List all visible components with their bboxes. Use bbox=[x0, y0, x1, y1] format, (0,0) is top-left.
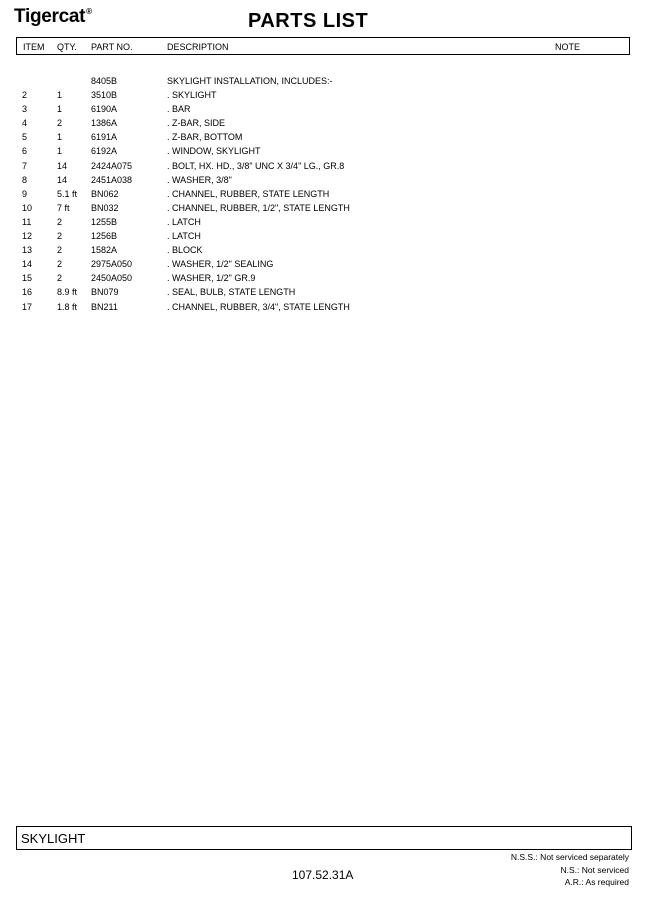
registered-mark: ® bbox=[86, 7, 92, 16]
qty-cell: 1 bbox=[57, 132, 63, 143]
page-title: PARTS LIST bbox=[248, 10, 369, 32]
table-row bbox=[0, 189, 648, 203]
table-row bbox=[0, 118, 648, 132]
item-cell: 6 bbox=[22, 146, 28, 157]
description-cell: . CHANNEL, RUBBER, 1/2", STATE LENGTH bbox=[167, 202, 350, 213]
item-cell: 11 bbox=[22, 216, 32, 227]
item-cell: 2 bbox=[22, 90, 28, 101]
table-row bbox=[0, 175, 648, 189]
qty-cell: 1 bbox=[57, 104, 63, 115]
qty-cell: 14 bbox=[57, 174, 68, 185]
qty-cell: 5.1 ft bbox=[57, 188, 78, 199]
table-row bbox=[0, 146, 648, 160]
qty-cell: 2 bbox=[57, 273, 63, 284]
column-header-note: NOTE bbox=[555, 42, 581, 52]
qty-cell: 2 bbox=[57, 259, 63, 270]
brand-name: Tigercat bbox=[14, 6, 86, 27]
part-number-cell: 1582A bbox=[91, 245, 118, 256]
part-number-cell: 1256B bbox=[91, 231, 118, 242]
part-number-cell: 2424A075 bbox=[91, 160, 133, 171]
table-header bbox=[16, 37, 630, 55]
table-row bbox=[0, 104, 648, 118]
part-number-cell: BN062 bbox=[91, 188, 119, 199]
item-cell: 7 bbox=[22, 160, 28, 171]
qty-cell: 2 bbox=[57, 216, 63, 227]
qty-cell: 1 bbox=[57, 90, 63, 101]
description-cell: . Z-BAR, SIDE bbox=[167, 118, 226, 129]
table-row bbox=[0, 245, 648, 259]
legend-item: N.S.S.: Not serviced separately bbox=[510, 852, 629, 862]
part-number-cell: 3510B bbox=[91, 90, 118, 101]
qty-cell: 7 ft bbox=[57, 202, 70, 213]
document-number: 107.52.31A bbox=[292, 868, 354, 882]
part-number-cell: 6192A bbox=[91, 146, 118, 157]
item-cell: 16 bbox=[22, 287, 33, 298]
table-row bbox=[0, 217, 648, 231]
part-number-cell: BN032 bbox=[91, 202, 119, 213]
description-cell: . LATCH bbox=[167, 231, 201, 242]
description-cell: . WASHER, 1/2" SEALING bbox=[167, 259, 274, 270]
table-row bbox=[0, 161, 648, 175]
legend-item: A.R.: As required bbox=[564, 877, 629, 887]
description-cell: . CHANNEL, RUBBER, STATE LENGTH bbox=[167, 188, 330, 199]
description-cell: . WASHER, 3/8" bbox=[167, 174, 232, 185]
table-row bbox=[0, 231, 648, 245]
description-cell: . WINDOW, SKYLIGHT bbox=[167, 146, 261, 157]
tigercat-logo bbox=[14, 6, 92, 28]
item-cell: 3 bbox=[22, 104, 28, 115]
column-header-part-no: PART NO. bbox=[91, 42, 133, 52]
table-row bbox=[0, 76, 648, 90]
description-cell: . WASHER, 1/2" GR.9 bbox=[167, 273, 256, 284]
table-row bbox=[0, 302, 648, 316]
qty-cell: 1.8 ft bbox=[57, 301, 78, 312]
item-cell: 4 bbox=[22, 118, 28, 129]
qty-cell: 1 bbox=[57, 146, 63, 157]
item-cell: 15 bbox=[22, 273, 33, 284]
table-row bbox=[0, 203, 648, 217]
description-cell: . CHANNEL, RUBBER, 3/4", STATE LENGTH bbox=[167, 301, 350, 312]
part-number-cell: 6191A bbox=[91, 132, 118, 143]
table-row bbox=[0, 273, 648, 287]
item-cell: 9 bbox=[22, 188, 28, 199]
qty-cell: 2 bbox=[57, 245, 63, 256]
qty-cell: 2 bbox=[57, 231, 63, 242]
description-cell: . SEAL, BULB, STATE LENGTH bbox=[167, 287, 296, 298]
abbreviation-legend bbox=[511, 851, 629, 889]
table-row bbox=[0, 287, 648, 301]
legend-item: N.S.: Not serviced bbox=[560, 864, 629, 875]
section-title-box bbox=[16, 826, 632, 850]
column-header-qty: QTY. bbox=[57, 42, 77, 52]
parts-table-body bbox=[0, 76, 648, 316]
item-cell: 12 bbox=[22, 231, 33, 242]
description-cell: . Z-BAR, BOTTOM bbox=[167, 132, 243, 143]
column-header-description: DESCRIPTION bbox=[167, 42, 229, 52]
description-cell: . BLOCK bbox=[167, 245, 203, 256]
item-cell: 8 bbox=[22, 174, 28, 185]
table-row bbox=[0, 259, 648, 273]
part-number-cell: 8405B bbox=[91, 76, 118, 86]
description-cell: . BOLT, HX. HD., 3/8" UNC X 3/4" LG., GR.8 bbox=[167, 160, 345, 171]
qty-cell: 14 bbox=[57, 160, 68, 171]
table-row bbox=[0, 132, 648, 146]
part-number-cell: BN211 bbox=[91, 301, 118, 312]
qty-cell: 2 bbox=[57, 118, 63, 129]
column-header-item: ITEM bbox=[23, 42, 45, 52]
part-number-cell: 2450A050 bbox=[91, 273, 133, 284]
item-cell: 17 bbox=[22, 301, 33, 312]
section-title: SKYLIGHT bbox=[21, 831, 86, 846]
part-number-cell: 1386A bbox=[91, 118, 118, 129]
description-cell: . SKYLIGHT bbox=[167, 90, 217, 101]
item-cell: 10 bbox=[22, 202, 33, 213]
part-number-cell: BN079 bbox=[91, 287, 119, 298]
description-cell: SKYLIGHT INSTALLATION, INCLUDES:- bbox=[167, 76, 333, 86]
part-number-cell: 2975A050 bbox=[91, 259, 133, 270]
part-number-cell: 2451A038 bbox=[91, 174, 133, 185]
item-cell: 5 bbox=[22, 132, 28, 143]
description-cell: . BAR bbox=[167, 104, 191, 115]
description-cell: . LATCH bbox=[167, 216, 201, 227]
part-number-cell: 6190A bbox=[91, 104, 118, 115]
qty-cell: 8.9 ft bbox=[57, 287, 78, 298]
item-cell: 14 bbox=[22, 259, 33, 270]
table-row bbox=[0, 90, 648, 104]
item-cell: 13 bbox=[22, 245, 33, 256]
part-number-cell: 1255B bbox=[91, 216, 118, 227]
